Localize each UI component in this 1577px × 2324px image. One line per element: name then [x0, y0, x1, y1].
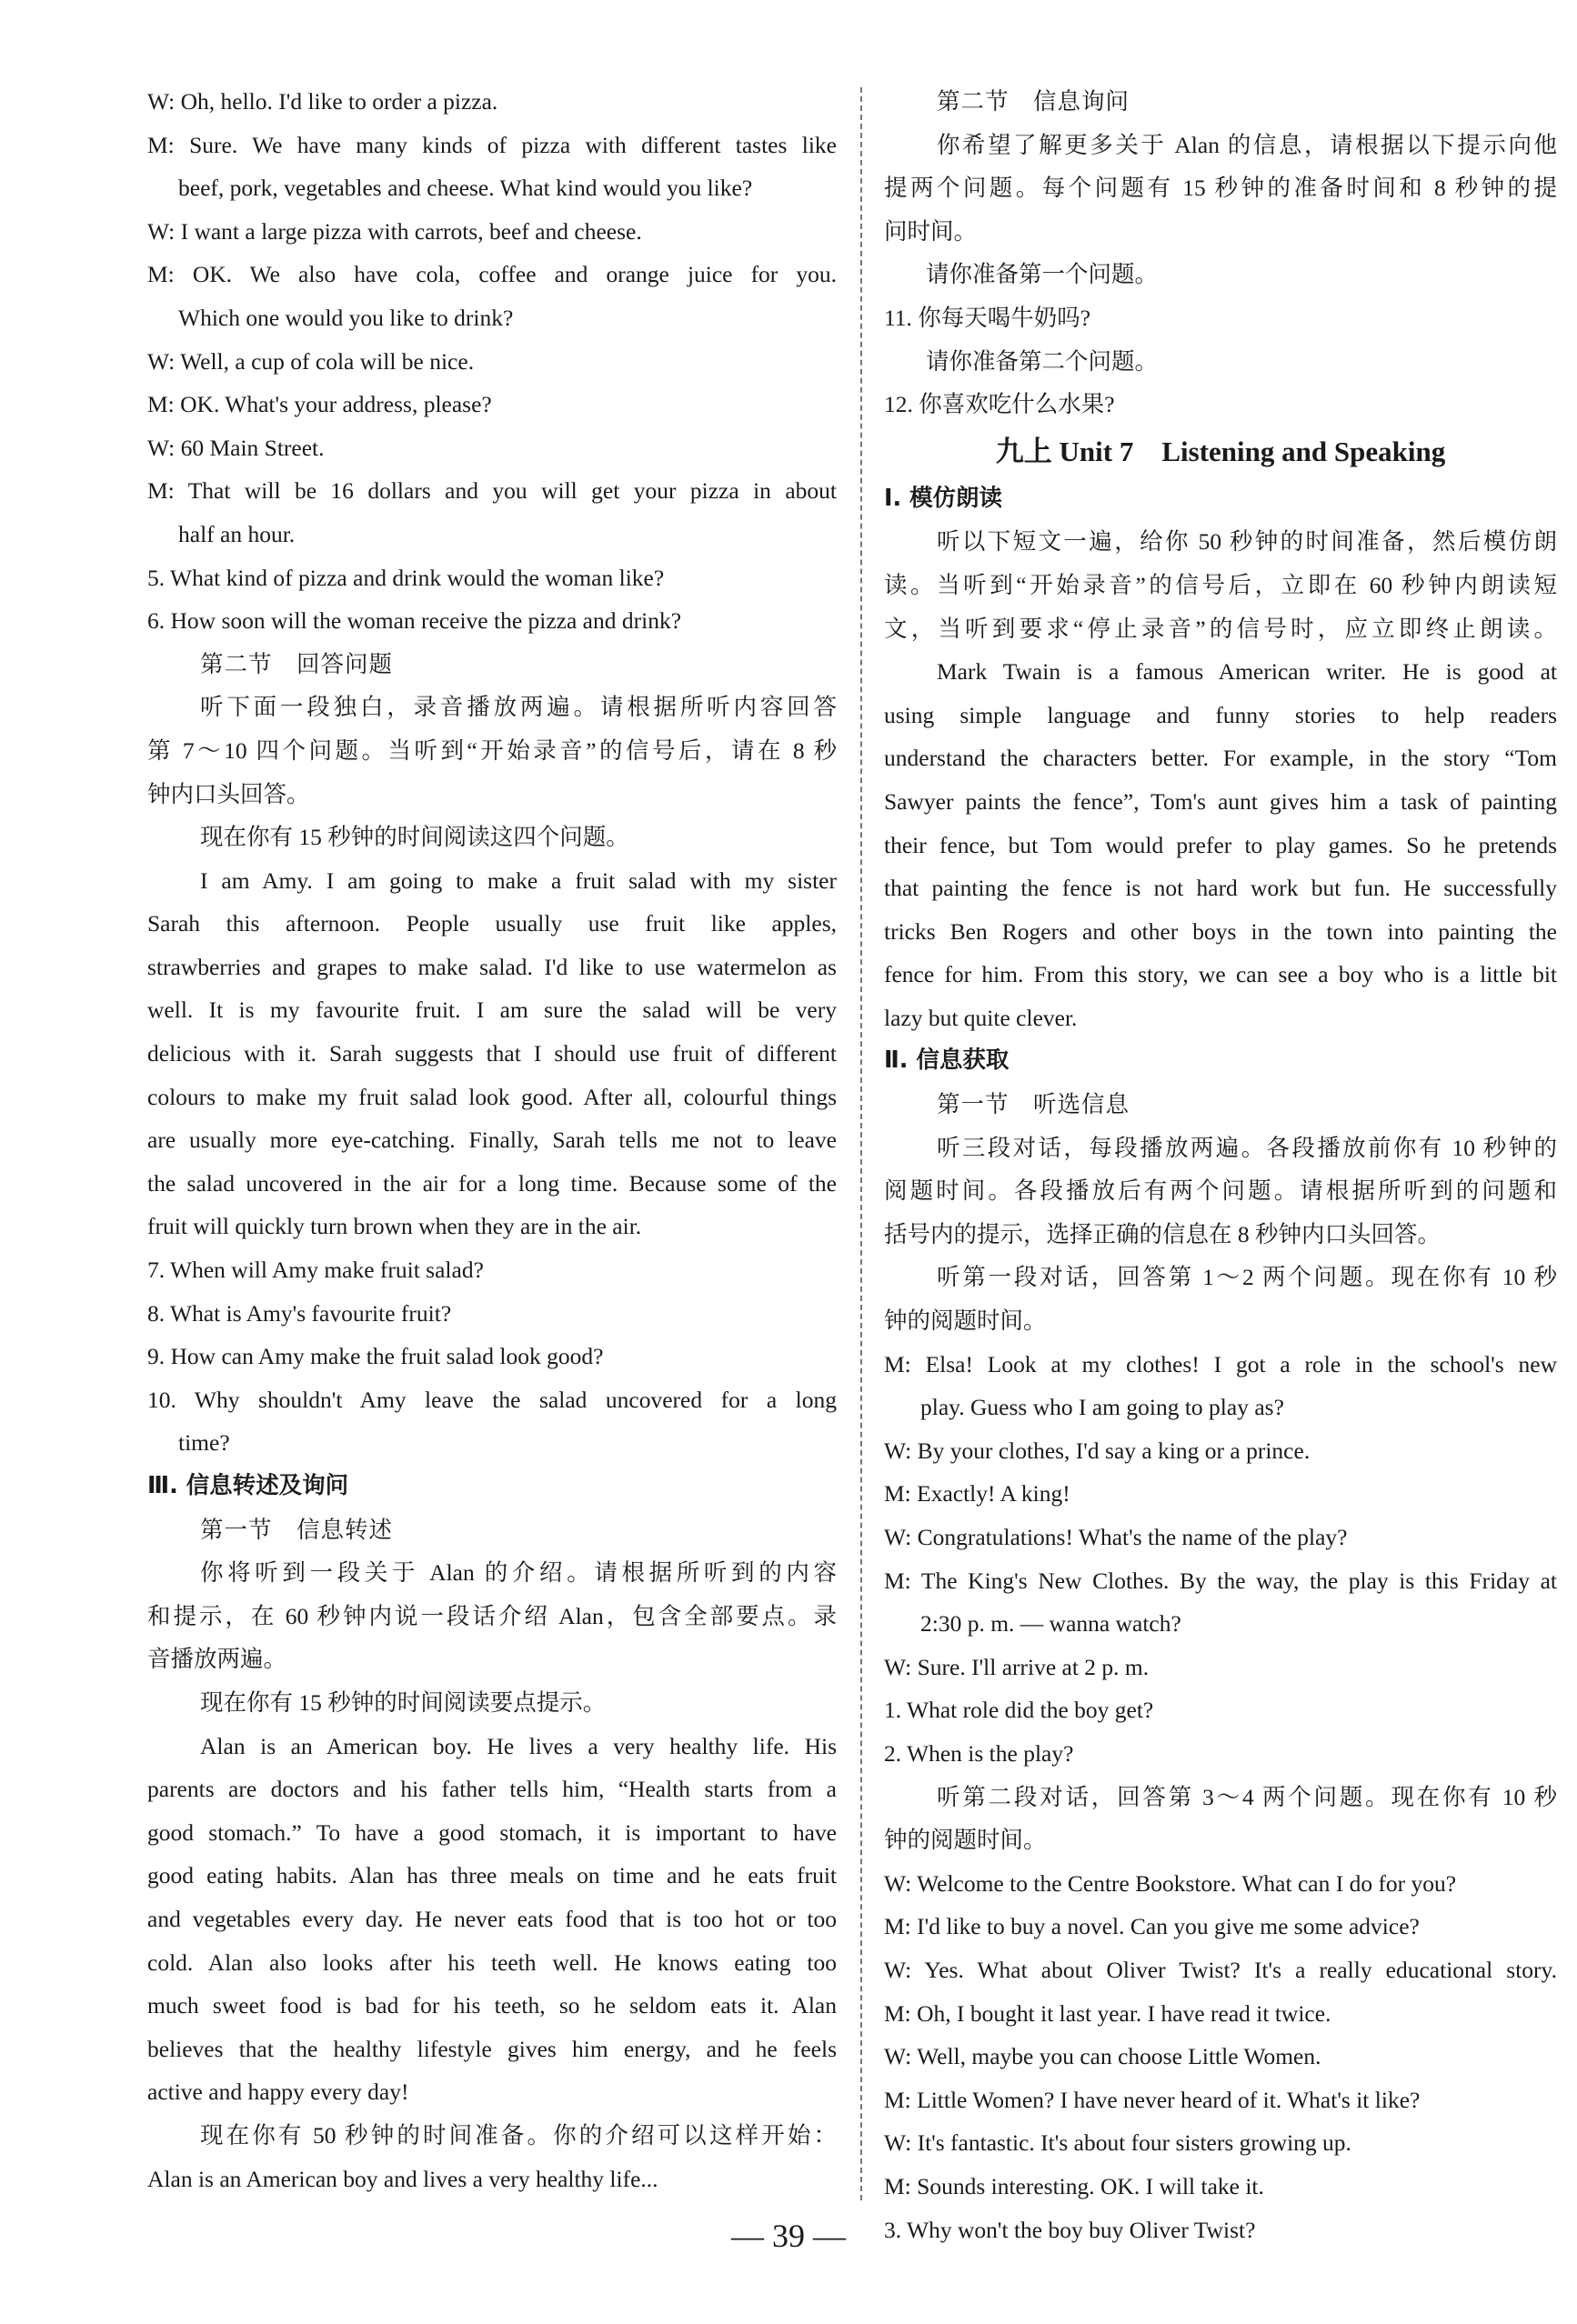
text-line: Sawyer paints the fence”, Tom's aunt gives him a task of painting — [884, 787, 1557, 815]
text-line: W: I want a large pizza with carrots, beef and cheese. — [147, 217, 642, 245]
left-column — [147, 80, 837, 2200]
text-line: time? — [178, 1429, 230, 1457]
text-line: M: OK. We also have cola, coffee and orange juice for you. — [147, 261, 837, 288]
text-line: 提两个问题。每个问题有 15 秒钟的准备时间和 8 秒钟的提 — [884, 175, 1557, 202]
right-column — [884, 80, 1557, 2251]
section-heading: Ⅲ. 信息转述及询问 — [147, 1472, 349, 1499]
text-line: M: Exactly! A king! — [884, 1480, 1070, 1508]
text-line: well. It is my favourite fruit. I am sure the salad will be very — [147, 997, 837, 1024]
text-line: 钟的阅题时间。 — [884, 1827, 1047, 1854]
text-line: 第二节 信息询问 — [937, 88, 1130, 115]
text-line: 第一节 听选信息 — [937, 1091, 1130, 1118]
text-line: Alan is an American boy. He lives a very healthy life. His — [200, 1732, 837, 1759]
text-line: W: 60 Main Street. — [147, 434, 325, 461]
text-line: 阅题时间。各段播放后有两个问题。请根据所听到的问题和 — [884, 1177, 1557, 1205]
text-line: Mark Twain is a famous American writer. He is good at — [937, 658, 1557, 686]
text-line: 请你准备第一个问题。 — [926, 261, 1159, 288]
text-line: 3. Why won't the boy buy Oliver Twist? — [884, 2216, 1256, 2243]
text-line: 括号内的提示，选择正确的信息在 8 秒钟内口头回答。 — [884, 1220, 1441, 1247]
text-line: W: Oh, hello. I'd like to order a pizza. — [147, 88, 498, 115]
text-line: using simple language and funny stories to help readers — [884, 701, 1557, 728]
text-line: play. Guess who I am going to play as? — [920, 1394, 1284, 1421]
text-line: Which one would you like to drink? — [178, 304, 514, 331]
text-line: 2. When is the play? — [884, 1739, 1074, 1767]
section-heading: Ⅰ. 模仿朗读 — [884, 484, 1003, 512]
text-line: lazy but quite clever. — [884, 1004, 1078, 1031]
text-line: W: It's fantastic. It's about four sisters growing up. — [884, 2129, 1351, 2157]
text-line: 请你准备第二个问题。 — [926, 347, 1159, 375]
text-line: W: Sure. I'll arrive at 2 p. m. — [884, 1653, 1150, 1680]
text-line: 听三段对话，每段播放两遍。各段播放前你有 10 秒钟的 — [937, 1134, 1557, 1161]
text-line: 问时间。 — [884, 217, 978, 245]
text-line: W: Well, a cup of cola will be nice. — [147, 347, 475, 375]
text-line: W: Yes. What about Oliver Twist? It's a really educational story. — [884, 1956, 1557, 1983]
text-line: fence for him. From this story, we can see a boy who is a little bit — [884, 961, 1557, 988]
text-line: 第二节 回答问题 — [200, 650, 394, 677]
page-number: — 39 — — [731, 2218, 846, 2254]
text-line: 10. Why shouldn't Amy leave the salad uncovered for a long — [147, 1386, 837, 1413]
text-line: that painting the fence is not hard work but fun. He successfully — [884, 875, 1557, 902]
text-line: 你将听到一段关于 Alan 的介绍。请根据所听到的内容 — [200, 1559, 837, 1587]
text-line: 听下面一段独白，录音播放两遍。请根据所听内容回答 — [200, 694, 837, 721]
text-line: 钟的阅题时间。 — [884, 1307, 1047, 1335]
text-line: M: OK. What's your address, please? — [147, 391, 492, 418]
text-line: W: Well, maybe you can choose Little Women. — [884, 2043, 1321, 2070]
text-line: much sweet food is bad for his teeth, so he seldom eats it. Alan — [147, 1992, 837, 2019]
section-heading: Ⅱ. 信息获取 — [884, 1047, 1009, 1075]
text-line: M: Sounds interesting. OK. I will take it. — [884, 2172, 1264, 2199]
text-line: half an hour. — [178, 520, 296, 547]
text-line: good eating habits. Alan has three meals on time and he eats fruit — [147, 1862, 837, 1889]
text-line: 12. 你喜欢吃什么水果? — [884, 391, 1115, 418]
text-line: 你希望了解更多关于 Alan 的信息，请根据以下提示向他 — [937, 131, 1557, 158]
text-line: 2:30 p. m. — wanna watch? — [920, 1610, 1181, 1638]
text-line: W: Welcome to the Centre Bookstore. What can I do for you? — [884, 1869, 1457, 1897]
text-line: W: By your clothes, I'd say a king or a prince. — [884, 1437, 1311, 1464]
text-line: 6. How soon will the woman receive the pizza and drink? — [147, 607, 682, 635]
text-line: 钟内口头回答。 — [147, 780, 310, 807]
text-line: good stomach.” To have a good stomach, it is important to have — [147, 1818, 837, 1846]
text-line: understand the characters better. For example, in the story “Tom — [884, 745, 1557, 772]
text-line: 现在你有 15 秒钟的时间阅读这四个问题。 — [200, 824, 629, 851]
text-line: 听第一段对话，回答第 1～2 两个问题。现在你有 10 秒 — [937, 1264, 1557, 1291]
text-line: W: Congratulations! What's the name of the play? — [884, 1524, 1348, 1550]
text-line: M: Elsa! Look at my clothes! I got a role in the school's new — [884, 1350, 1557, 1377]
text-line: Sarah this afternoon. People usually use fruit like apples, — [147, 910, 837, 937]
text-line: colours to make my fruit salad look good. After all, colourful things — [147, 1083, 837, 1110]
text-line: Alan is an American boy and lives a very healthy life... — [147, 2165, 658, 2192]
text-line: 5. What kind of pizza and drink would the woman like? — [147, 564, 665, 591]
text-line: active and happy every day! — [147, 2079, 409, 2106]
text-line: 和提示，在 60 秒钟内说一段话介绍 Alan，包含全部要点。录 — [147, 1602, 837, 1629]
text-line: believes that the healthy lifestyle gives him energy, and he feels — [147, 2035, 837, 2062]
text-line: their fence, but Tom would prefer to play games. So he pretends — [884, 831, 1557, 858]
text-line: 9. How can Amy make the fruit salad look good? — [147, 1343, 604, 1370]
text-line: fruit will quickly turn brown when they are in the air. — [147, 1213, 642, 1240]
text-line: strawberries and grapes to make salad. I'd like to use watermelon as — [147, 953, 837, 980]
text-line: tricks Ben Rogers and other boys in the town into painting the — [884, 917, 1557, 945]
text-line: and vegetables every day. He never eats food that is too hot or too — [147, 1905, 837, 1932]
text-line: 8. What is Amy's favourite fruit? — [147, 1299, 452, 1327]
text-line: parents are doctors and his father tells him, “Health starts from a — [147, 1776, 837, 1803]
text-line: 现在你有 50 秒钟的时间准备。你的介绍可以这样开始： — [200, 2121, 837, 2149]
text-line: 1. What role did the boy get? — [884, 1697, 1154, 1724]
text-line: M: That will be 16 dollars and you will get your pizza in about — [147, 477, 837, 505]
text-line: 现在你有 15 秒钟的时间阅读要点提示。 — [200, 1688, 607, 1716]
text-line: M: Sure. We have many kinds of pizza with different tastes like — [147, 131, 837, 158]
column-divider — [860, 87, 862, 2200]
text-line: the salad uncovered in the air for a long time. Because some of the — [147, 1169, 837, 1197]
text-line: cold. Alan also looks after his teeth well. He knows eating too — [147, 1948, 837, 1976]
unit-title: 九上 Unit 7 Listening and Speaking — [995, 435, 1446, 467]
text-line: are usually more eye-catching. Finally, Sarah tells me not to leave — [147, 1127, 837, 1154]
text-line: 音播放两遍。 — [147, 1646, 287, 1673]
text-line: 第 7～10 四个问题。当听到“开始录音”的信号后，请在 8 秒 — [147, 736, 837, 764]
text-line: M: Oh, I bought it last year. I have read it twice. — [884, 1999, 1331, 2027]
text-line: M: Little Women? I have never heard of it. What's it like? — [884, 2086, 1421, 2113]
text-line: I am Amy. I am going to make a fruit salad with my sister — [200, 866, 837, 894]
text-line: 11. 你每天喝牛奶吗? — [884, 304, 1091, 331]
text-line: delicious with it. Sarah suggests that I should use fruit of different — [147, 1040, 837, 1067]
text-line: M: The King's New Clothes. By the way, the play is this Friday at — [884, 1567, 1557, 1594]
text-line: 读。当听到“开始录音”的信号后，立即在 60 秒钟内朗读短 — [884, 571, 1557, 598]
text-line: 文，当听到要求“停止录音”的信号时，应立即终止朗读。 — [884, 615, 1557, 642]
text-line: M: I'd like to buy a novel. Can you give me some advice? — [884, 1913, 1420, 1940]
text-line: 第一节 信息转述 — [200, 1516, 394, 1543]
text-line: 听以下短文一遍，给你 50 秒钟的时间准备，然后模仿朗 — [937, 528, 1557, 556]
text-line: beef, pork, vegetables and cheese. What kind would you like? — [178, 175, 753, 202]
text-line: 7. When will Amy make fruit salad? — [147, 1257, 484, 1284]
text-line: 听第二段对话，回答第 3～4 两个问题。现在你有 10 秒 — [937, 1783, 1557, 1810]
